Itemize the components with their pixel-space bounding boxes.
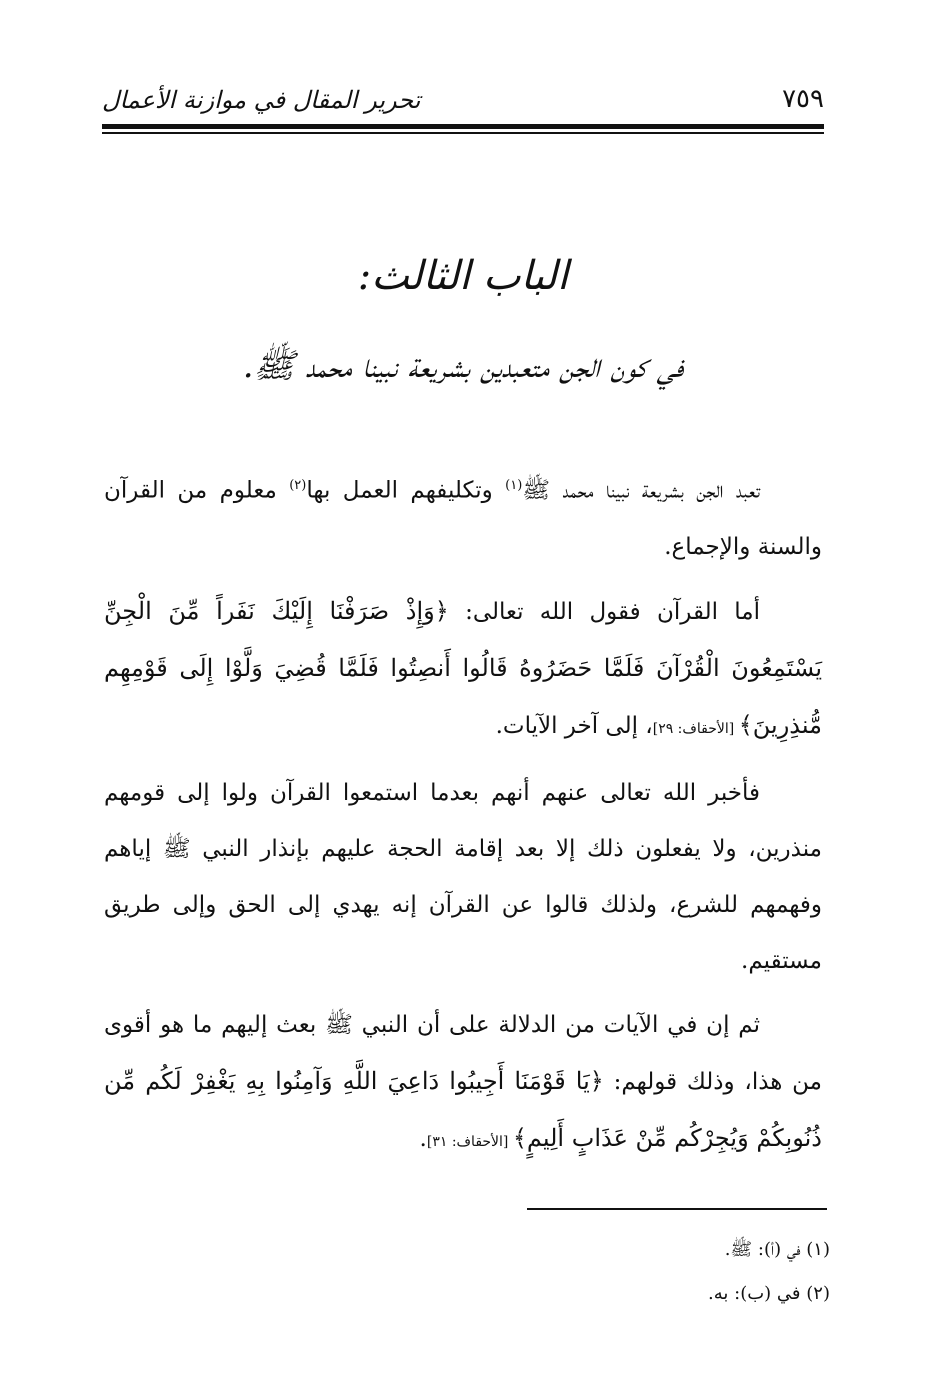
footnote-marker: (١) <box>505 478 523 493</box>
footnote-marker: (٢) <box>289 478 307 493</box>
footnote-number: (٢) <box>806 1283 830 1304</box>
paragraph-text: معلوم من القرآن والسنة والإجماع. <box>104 477 822 560</box>
running-title: تحرير المقال في موازنة الأعمال <box>102 86 421 114</box>
footnotes <box>104 1228 830 1316</box>
header-rule-thick <box>102 124 824 129</box>
paragraph-text: ، إلى آخر الآيات. <box>495 712 653 739</box>
verse-reference: [الأحقاف: ٢٩] <box>652 720 739 737</box>
page-header <box>102 84 824 122</box>
paragraph-text: تعبد الجن بشريعة نبينا محمد ﷺ <box>522 477 761 504</box>
verse-reference: [الأحقاف: ٣١] <box>426 1133 513 1150</box>
paragraph-text: وتكليفهم العمل بها <box>306 477 506 504</box>
footnote-number: (١) <box>806 1239 830 1260</box>
paragraph-text: . <box>419 1125 427 1152</box>
chapter-heading: الباب الثالث: <box>357 253 569 299</box>
footnote-separator <box>527 1208 827 1210</box>
paragraph <box>104 997 822 1170</box>
quran-verse: ﴿يَا قَوْمَنَا أَجِيبُوا دَاعِيَ اللَّهِ وَآمِنُوا بِهِ يَغْفِرْ لَكُم مِّن ذُنُوبِكُمْ وَيُجِرْكُم مِّنْ عَذَابٍ أَلِيمٍ﴾ <box>104 1066 822 1152</box>
footnote <box>104 1272 830 1316</box>
paragraph-text: ثم إن في الآيات من الدلالة على أن النبي ﷺ بعث إليهم ما هو أقوى من هذا، وذلك قولهم: <box>104 1011 823 1095</box>
footnote-text: في (ب): به. <box>708 1283 801 1304</box>
footnote <box>104 1228 830 1272</box>
footnote-text: في (أ): ﷺ. <box>724 1239 801 1260</box>
body-text <box>104 458 822 1170</box>
paragraph-text: أما القرآن فقول الله تعالى: <box>448 598 760 625</box>
chapter-subheading: في كون الجن متعبدين بشريعة نبينا محمد ﷺ. <box>242 346 684 386</box>
header-rule-thin <box>102 132 824 134</box>
paragraph <box>104 583 822 757</box>
quran-verse: ﴿وَإِذْ صَرَفْنَا إِلَيْكَ نَفَراً مِّنَ الْجِنِّ يَسْتَمِعُونَ الْقُرْآنَ فَلَمَّا حَضَرُوهُ قَالُوا أَنصِتُوا فَلَمَّا قُضِيَ وَلَّوْا إِلَى قَوْمِهِم مُّنذِرِينَ﴾ <box>104 596 823 739</box>
paragraph-text: فأخبر الله تعالى عنهم أنهم بعدما استمعوا القرآن ولوا إلى قومهم منذرين، ولا يفعلون ذلك إلا بعد إقامة الحجة عليهم بإنذار النبي ﷺ إياهم وفهمهم للشرع، ولذلك قالوا عن القرآن إنه يهدي إلى الحق وإلى طريق مستقيم. <box>104 779 822 974</box>
page-number: ٧٥٩ <box>782 84 824 114</box>
paragraph <box>104 765 822 989</box>
paragraph <box>104 458 822 575</box>
